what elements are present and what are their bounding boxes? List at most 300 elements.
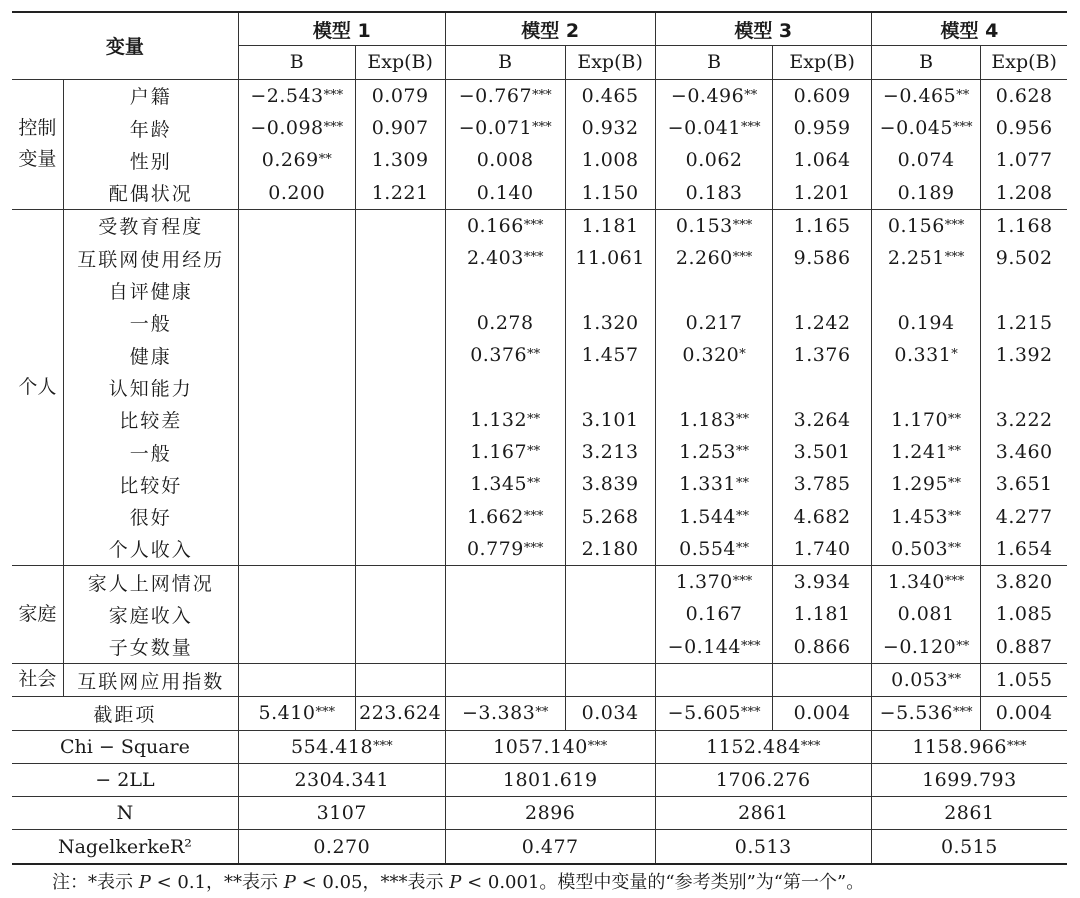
data-cell — [981, 176, 1067, 209]
data-cell — [238, 468, 355, 500]
cell-value: 2.260 — [675, 247, 733, 270]
cell-value: 3.222 — [995, 408, 1053, 431]
row-label: 健康 — [63, 339, 238, 371]
data-cell — [565, 176, 655, 209]
cell-value: 4.682 — [793, 505, 851, 528]
summary-cell — [655, 730, 871, 763]
data-cell — [565, 500, 655, 532]
data-cell — [655, 468, 773, 500]
summary-row — [12, 797, 1067, 830]
cell-value: 0.513 — [734, 835, 792, 858]
cell-value: 0.779 — [466, 537, 524, 560]
data-cell — [565, 697, 655, 730]
cell-value: 0.156 — [887, 214, 945, 237]
data-cell — [871, 274, 981, 306]
data-cell — [773, 274, 871, 306]
significance-mark: ** — [736, 444, 750, 459]
data-cell — [773, 500, 871, 532]
footnote-p-symbol: P — [449, 872, 462, 893]
data-cell — [355, 404, 445, 436]
data-cell — [773, 566, 871, 599]
table-row — [12, 307, 1067, 339]
data-cell — [355, 339, 445, 371]
table-row — [12, 404, 1067, 436]
data-cell — [565, 242, 655, 274]
data-cell — [773, 631, 871, 664]
cell-value: 1.208 — [995, 181, 1053, 204]
data-cell — [871, 176, 981, 209]
row-label: 自评健康 — [63, 274, 238, 306]
data-cell — [871, 663, 981, 696]
data-cell — [773, 144, 871, 176]
data-cell — [355, 242, 445, 274]
cell-value: 1.740 — [793, 537, 851, 560]
data-cell — [355, 112, 445, 144]
cell-value: 0.079 — [371, 84, 429, 107]
data-cell — [981, 436, 1067, 468]
data-cell — [445, 79, 565, 112]
cell-value: 0.887 — [995, 635, 1053, 658]
col-expb-header: Exp(B) — [991, 51, 1057, 74]
data-cell — [565, 533, 655, 566]
cell-value: 1706.276 — [715, 768, 811, 791]
data-cell — [871, 371, 981, 403]
data-cell — [238, 209, 355, 242]
cell-value: 0.081 — [897, 603, 955, 626]
significance-mark: ** — [527, 476, 541, 492]
footnote-lt2: < 0.05， — [295, 872, 381, 893]
significance-mark: ** — [736, 508, 750, 524]
footnote-lt3: < 0.001。 — [461, 872, 558, 893]
summary-cell — [655, 797, 871, 830]
cell-value: 0.628 — [995, 84, 1053, 107]
data-cell — [773, 339, 871, 371]
significance-mark: *** — [315, 705, 335, 721]
data-cell — [773, 663, 871, 696]
data-cell — [871, 339, 981, 371]
data-cell — [445, 242, 565, 274]
significance-mark: ** — [527, 347, 541, 363]
footnote-p3: ***表示 — [380, 872, 450, 893]
cell-value: 1699.793 — [922, 768, 1017, 791]
data-cell — [871, 112, 981, 144]
significance-mark: ** — [736, 540, 750, 556]
cell-value: 1.132 — [470, 408, 528, 431]
data-cell — [981, 468, 1067, 500]
data-cell — [655, 209, 773, 242]
cell-value: 1.392 — [995, 344, 1053, 367]
cell-value: 0.004 — [793, 702, 851, 725]
table-row — [12, 631, 1067, 664]
data-cell — [655, 371, 773, 403]
data-cell — [773, 697, 871, 730]
data-cell — [355, 697, 445, 730]
cell-value: 0.200 — [268, 181, 326, 204]
data-cell — [773, 242, 871, 274]
data-cell — [981, 697, 1067, 730]
footnote-p-symbol: P — [138, 872, 151, 893]
cell-value: 1152.484 — [706, 735, 801, 758]
cell-value: 0.217 — [685, 311, 743, 334]
data-cell — [773, 112, 871, 144]
data-cell — [445, 436, 565, 468]
data-cell — [238, 79, 355, 112]
cell-value: 0.609 — [793, 84, 851, 107]
data-cell — [565, 663, 655, 696]
data-cell — [655, 242, 773, 274]
cell-value: 0.376 — [470, 344, 528, 367]
cell-value: 0.166 — [466, 214, 524, 237]
table-row — [12, 79, 1067, 112]
data-cell — [565, 566, 655, 599]
summary-row — [12, 830, 1067, 864]
significance-mark: *** — [740, 120, 761, 136]
data-cell — [445, 598, 565, 630]
significance-mark: *** — [953, 705, 973, 721]
data-cell — [981, 144, 1067, 176]
data-cell — [871, 144, 981, 176]
cell-value: 2.180 — [581, 537, 639, 560]
data-cell — [655, 500, 773, 532]
data-cell — [773, 468, 871, 500]
data-cell — [773, 79, 871, 112]
regression-table — [12, 11, 1067, 865]
summary-cell — [238, 830, 445, 864]
data-cell — [445, 663, 565, 696]
cell-value: 1.183 — [679, 408, 737, 431]
cell-value: 1.295 — [891, 473, 949, 496]
table-row — [12, 436, 1067, 468]
data-cell — [655, 176, 773, 209]
cell-value: 9.502 — [995, 247, 1053, 270]
data-cell — [981, 533, 1067, 566]
cell-value: 0.189 — [897, 181, 955, 204]
table-row — [12, 500, 1067, 532]
data-cell — [355, 274, 445, 306]
significance-mark: *** — [800, 738, 821, 754]
data-cell — [981, 566, 1067, 599]
significance-mark: ** — [527, 444, 541, 459]
footnote-lt1: < 0.1， — [150, 872, 225, 893]
data-cell — [238, 598, 355, 630]
row-label: 互联网应用指数 — [63, 663, 238, 696]
data-cell — [655, 663, 773, 696]
summary-cell — [445, 730, 655, 763]
table-row — [12, 468, 1067, 500]
data-cell — [355, 663, 445, 696]
summary-label: NagelkerkeR² — [12, 830, 238, 864]
row-label: 一般 — [63, 307, 238, 339]
cell-value: 0.194 — [897, 311, 955, 334]
data-cell — [655, 79, 773, 112]
cell-value: 2861 — [738, 802, 789, 825]
data-cell — [981, 209, 1067, 242]
cell-value: 1.150 — [581, 181, 639, 204]
table-row — [12, 339, 1067, 371]
summary-cell — [238, 797, 445, 830]
data-cell — [981, 242, 1067, 274]
data-cell — [655, 566, 773, 599]
data-cell — [981, 274, 1067, 306]
data-cell — [238, 242, 355, 274]
col-expb-header: Exp(B) — [565, 46, 655, 79]
cell-value: 11.061 — [575, 247, 645, 270]
cell-value: 2896 — [525, 802, 576, 825]
cell-value: 3.101 — [581, 408, 639, 431]
cell-value: 1.457 — [581, 344, 639, 367]
significance-mark: *** — [1006, 738, 1027, 754]
col-b-header: B — [655, 46, 773, 79]
cell-value: 1.008 — [581, 149, 639, 172]
row-label: 一般 — [63, 436, 238, 468]
cell-value: 2.403 — [466, 247, 524, 270]
data-cell — [981, 500, 1067, 532]
data-cell — [981, 339, 1067, 371]
significance-mark: * — [951, 347, 958, 363]
cell-value: −0.144 — [667, 635, 741, 658]
model-header: 模型 3 — [655, 12, 871, 46]
data-cell — [238, 631, 355, 664]
data-cell — [445, 144, 565, 176]
footnote-p-symbol: P — [283, 872, 296, 893]
data-cell — [981, 112, 1067, 144]
data-cell — [355, 631, 445, 664]
data-cell — [773, 307, 871, 339]
row-label: 截距项 — [12, 697, 238, 730]
significance-mark: *** — [732, 574, 753, 590]
cell-value: −0.767 — [458, 84, 533, 107]
data-cell — [238, 307, 355, 339]
col-b-header: B — [238, 46, 355, 79]
model-header: 模型 1 — [238, 12, 445, 46]
cell-value: 1.340 — [887, 571, 945, 594]
cell-value: −0.098 — [250, 117, 324, 140]
data-cell — [773, 598, 871, 630]
cell-value: 1.181 — [581, 214, 639, 237]
significance-mark: *** — [944, 217, 965, 233]
row-label: 比较差 — [63, 404, 238, 436]
data-cell — [655, 598, 773, 630]
summary-label: − 2LL — [12, 763, 238, 796]
significance-mark: *** — [532, 120, 552, 136]
data-cell — [871, 566, 981, 599]
data-cell — [565, 631, 655, 664]
data-cell — [773, 371, 871, 403]
data-cell — [565, 112, 655, 144]
data-cell — [238, 112, 355, 144]
data-cell — [238, 404, 355, 436]
cell-value: 1.654 — [995, 537, 1053, 560]
row-label: 家人上网情况 — [63, 566, 238, 599]
significance-mark: ** — [948, 672, 962, 688]
row-label: 子女数量 — [63, 631, 238, 664]
cell-value: 1801.619 — [502, 768, 598, 791]
row-label: 年龄 — [63, 112, 238, 144]
cell-value: 0.167 — [685, 603, 743, 626]
data-cell — [871, 404, 981, 436]
group-label: 家庭 — [12, 566, 63, 664]
cell-value: 0.959 — [793, 117, 851, 140]
table-row — [12, 533, 1067, 566]
cell-value: 2.251 — [887, 247, 945, 270]
data-cell — [871, 242, 981, 274]
significance-mark: *** — [323, 120, 344, 136]
data-cell — [445, 631, 565, 664]
row-label: 性别 — [63, 144, 238, 176]
significance-mark: *** — [740, 638, 761, 654]
cell-value: 0.074 — [897, 149, 955, 172]
footnote-p1: *表示 — [88, 872, 139, 893]
data-cell — [981, 663, 1067, 696]
data-cell — [773, 209, 871, 242]
cell-value: −5.605 — [667, 702, 741, 725]
cell-value: 554.418 — [291, 735, 374, 758]
row-label: 认知能力 — [63, 371, 238, 403]
summary-row — [12, 763, 1067, 796]
significance-mark: ** — [527, 411, 541, 427]
cell-value: 3.501 — [793, 441, 851, 463]
significance-mark: ** — [948, 476, 962, 492]
cell-value: −0.041 — [667, 117, 741, 140]
summary-cell — [238, 730, 445, 763]
cell-value: 0.554 — [679, 537, 737, 560]
significance-mark: ** — [948, 444, 962, 459]
table-row-intercept — [12, 697, 1067, 730]
data-cell — [238, 274, 355, 306]
cell-value: 0.956 — [995, 117, 1053, 140]
data-cell — [355, 79, 445, 112]
cell-value: 0.278 — [476, 311, 534, 334]
summary-cell — [445, 763, 655, 796]
data-cell — [655, 404, 773, 436]
data-cell — [565, 468, 655, 500]
data-cell — [773, 533, 871, 566]
data-cell — [355, 500, 445, 532]
data-cell — [565, 79, 655, 112]
data-cell — [655, 631, 773, 664]
data-cell — [655, 697, 773, 730]
cell-value: 1158.966 — [912, 735, 1007, 758]
data-cell — [355, 566, 445, 599]
data-cell — [445, 533, 565, 566]
data-cell — [565, 144, 655, 176]
data-cell — [981, 404, 1067, 436]
cell-value: 3.934 — [793, 571, 851, 594]
data-cell — [655, 533, 773, 566]
cell-value: 1.376 — [793, 344, 851, 367]
col-b-header: B — [871, 46, 981, 79]
data-cell — [355, 533, 445, 566]
significance-mark: *** — [740, 705, 761, 721]
cell-value: −0.120 — [882, 635, 957, 658]
data-cell — [355, 307, 445, 339]
cell-value: 3107 — [316, 802, 367, 825]
summary-row — [12, 730, 1067, 763]
cell-value: 0.477 — [521, 835, 579, 858]
significance-mark: ** — [744, 87, 758, 103]
cell-value: 0.269 — [261, 149, 319, 172]
summary-cell — [655, 830, 871, 864]
data-cell — [565, 209, 655, 242]
data-cell — [238, 176, 355, 209]
data-cell — [445, 209, 565, 242]
data-cell — [981, 79, 1067, 112]
cell-value: 1.345 — [470, 473, 528, 496]
summary-cell — [445, 830, 655, 864]
data-cell — [238, 566, 355, 599]
significance-mark: *** — [532, 87, 552, 103]
cell-value: 3.264 — [793, 408, 851, 431]
data-cell — [238, 663, 355, 696]
summary-label: N — [12, 797, 238, 830]
cell-value: 1.215 — [995, 311, 1053, 334]
cell-value: 0.465 — [581, 84, 639, 107]
cell-value: −5.536 — [879, 702, 953, 725]
row-label: 配偶状况 — [63, 176, 238, 209]
summary-cell — [871, 763, 1067, 796]
cell-value: 223.624 — [359, 702, 442, 725]
data-cell — [655, 307, 773, 339]
model-header: 模型 2 — [445, 12, 655, 46]
significance-mark: *** — [523, 250, 544, 266]
cell-value: 3.213 — [581, 441, 639, 463]
data-cell — [565, 598, 655, 630]
data-cell — [238, 697, 355, 730]
cell-value: 3.820 — [995, 571, 1053, 594]
cell-value: 1.201 — [793, 181, 851, 204]
significance-mark: *** — [732, 250, 753, 266]
data-cell — [655, 144, 773, 176]
data-cell — [773, 404, 871, 436]
data-cell — [871, 533, 981, 566]
cell-value: 3.460 — [995, 441, 1053, 463]
data-cell — [445, 500, 565, 532]
cell-value: 3.839 — [581, 473, 639, 496]
data-cell — [355, 436, 445, 468]
cell-value: −0.465 — [882, 84, 957, 107]
summary-cell — [445, 797, 655, 830]
data-cell — [871, 307, 981, 339]
data-cell — [445, 307, 565, 339]
cell-value: −3.383 — [461, 702, 536, 725]
significance-mark: *** — [523, 540, 544, 556]
table-row — [12, 274, 1067, 306]
summary-cell — [871, 797, 1067, 830]
summary-cell — [871, 830, 1067, 864]
data-cell — [355, 209, 445, 242]
data-cell — [981, 371, 1067, 403]
cell-value: 0.503 — [891, 537, 949, 560]
data-cell — [773, 176, 871, 209]
data-cell — [445, 371, 565, 403]
row-label: 互联网使用经历 — [63, 242, 238, 274]
cell-value: 5.410 — [258, 702, 316, 725]
cell-value: 0.515 — [940, 835, 998, 858]
data-cell — [238, 500, 355, 532]
cell-value: −2.543 — [250, 84, 324, 107]
data-cell — [238, 144, 355, 176]
summary-label: Chi − Square — [12, 730, 238, 763]
cell-value: 1.662 — [466, 505, 524, 528]
summary-cell — [655, 763, 871, 796]
data-cell — [565, 307, 655, 339]
significance-mark: *** — [944, 574, 965, 590]
cell-value: 1.331 — [679, 473, 737, 496]
table-body — [12, 79, 1067, 864]
cell-value: 0.008 — [476, 149, 534, 172]
data-cell — [655, 274, 773, 306]
significance-mark: *** — [944, 250, 965, 266]
